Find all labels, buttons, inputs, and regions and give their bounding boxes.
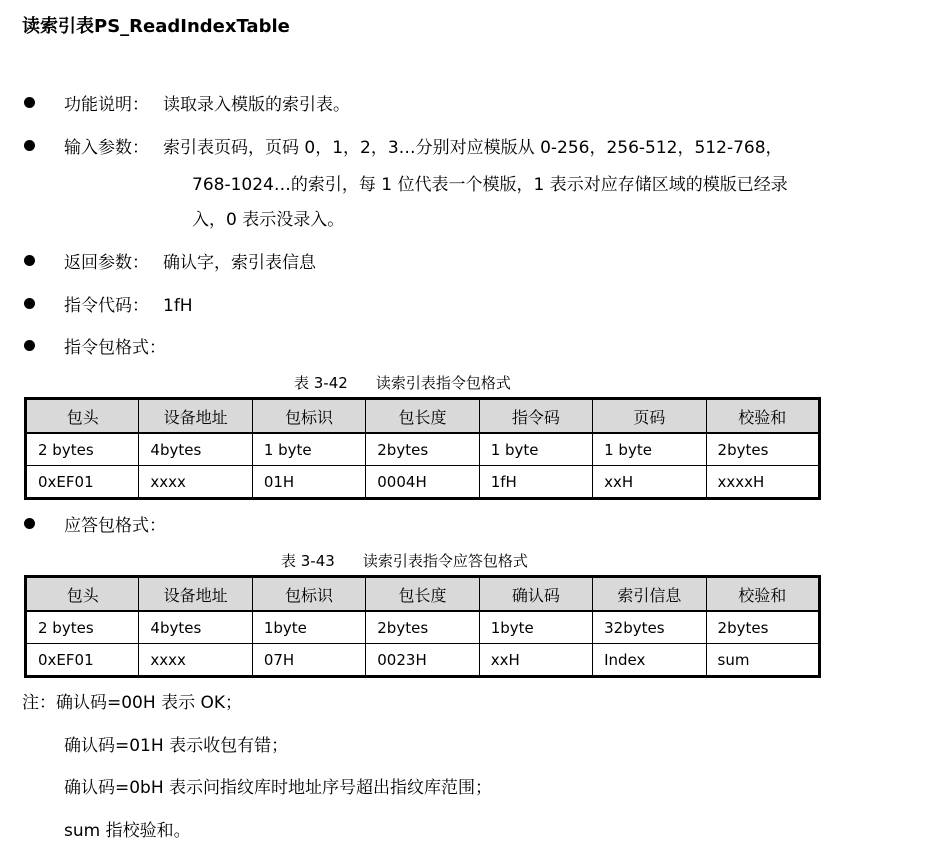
table2-caption-number: 表 3-43 xyxy=(281,552,335,570)
note-line4: sum 指校验和。 xyxy=(64,821,191,841)
table-cell: 0xEF01 xyxy=(26,466,139,499)
input-params-line1: 索引表页码，页码 0，1，2，3…分别对应模版从 0-256，256-512，512-768， xyxy=(163,138,783,158)
response-format-label: 应答包格式： xyxy=(64,516,166,536)
section-title: 读索引表PS_ReadIndexTable xyxy=(22,16,290,37)
table-cell: 1 byte xyxy=(252,433,365,466)
table-cell: 4bytes xyxy=(139,433,252,466)
table-cell: sum xyxy=(706,644,819,677)
function-text: 读取录入模版的索引表。 xyxy=(163,95,350,115)
bullet-icon xyxy=(24,518,35,529)
table-header-cell: 包标识 xyxy=(252,577,365,612)
table-cell: 32bytes xyxy=(593,611,706,644)
table-cell: 1fH xyxy=(479,466,592,499)
response-format-item xyxy=(24,511,166,536)
instruction-code-text: 1fH xyxy=(163,296,193,316)
table-cell: 1byte xyxy=(479,611,592,644)
table-cell: 2bytes xyxy=(706,611,819,644)
table-header-cell: 包长度 xyxy=(366,399,479,434)
note-prefix: 注： xyxy=(22,693,56,713)
table-header-cell: 包长度 xyxy=(366,577,479,612)
command-packet-table xyxy=(24,397,821,500)
table-header-cell: 包头 xyxy=(26,577,139,612)
table-cell: 2bytes xyxy=(366,611,479,644)
bullet-icon xyxy=(24,97,35,108)
table-cell: xxH xyxy=(593,466,706,499)
table-cell: 1 byte xyxy=(593,433,706,466)
bullet-icon xyxy=(24,140,35,151)
command-format-label: 指令包格式： xyxy=(64,338,166,358)
return-params-item xyxy=(24,248,316,273)
table-row xyxy=(26,433,820,466)
note-line1 xyxy=(22,688,242,713)
table-cell: 2 bytes xyxy=(26,611,139,644)
table-cell: 1 byte xyxy=(479,433,592,466)
table-header-cell: 页码 xyxy=(593,399,706,434)
command-format-item xyxy=(24,333,166,358)
table-header-cell: 包标识 xyxy=(252,399,365,434)
input-params-label: 输入参数： xyxy=(64,138,149,158)
table1-caption-title: 读索引表指令包格式 xyxy=(375,374,511,392)
return-params-text: 确认字，索引表信息 xyxy=(163,253,316,273)
table-header-row xyxy=(26,399,820,434)
input-params-item xyxy=(24,133,783,158)
return-params-label: 返回参数： xyxy=(64,253,149,273)
table-cell: 4bytes xyxy=(139,611,252,644)
function-label: 功能说明： xyxy=(64,95,149,115)
table-header-cell: 指令码 xyxy=(479,399,592,434)
table-cell: xxxx xyxy=(139,644,252,677)
table-header-cell: 设备地址 xyxy=(139,399,252,434)
table-cell: 1byte xyxy=(252,611,365,644)
table2-caption xyxy=(281,550,528,571)
table-cell: 0004H xyxy=(366,466,479,499)
instruction-code-label: 指令代码： xyxy=(64,296,149,316)
bullet-icon xyxy=(24,255,35,266)
bullet-icon xyxy=(24,340,35,351)
table-cell: xxxxH xyxy=(706,466,819,499)
table1-caption xyxy=(294,372,511,393)
table-cell: 07H xyxy=(252,644,365,677)
table-cell: 01H xyxy=(252,466,365,499)
bullet-icon xyxy=(24,298,35,309)
table-header-row xyxy=(26,577,820,612)
table1-caption-number: 表 3-42 xyxy=(294,374,348,392)
input-params-line2: 768-1024…的索引，每 1 位代表一个模版，1 表示对应存储区域的模版已经录 xyxy=(192,175,788,195)
table-header-cell: 设备地址 xyxy=(139,577,252,612)
table-cell: 2bytes xyxy=(366,433,479,466)
note-line3: 确认码=0bH 表示问指纹库时地址序号超出指纹库范围； xyxy=(64,778,493,798)
table-header-cell: 校验和 xyxy=(706,577,819,612)
note-text: 确认码=00H 表示 OK； xyxy=(56,693,242,713)
table-row xyxy=(26,644,820,677)
table-header-cell: 索引信息 xyxy=(593,577,706,612)
table-cell: 0xEF01 xyxy=(26,644,139,677)
table-row xyxy=(26,466,820,499)
table-cell: 2 bytes xyxy=(26,433,139,466)
table2-caption-title: 读索引表指令应答包格式 xyxy=(362,552,528,570)
table-row xyxy=(26,611,820,644)
table-cell: 0023H xyxy=(366,644,479,677)
input-params-line3: 入，0 表示没录入。 xyxy=(192,210,345,230)
table-header-cell: 确认码 xyxy=(479,577,592,612)
table-cell: xxH xyxy=(479,644,592,677)
response-packet-table xyxy=(24,575,821,678)
instruction-code-item xyxy=(24,291,193,316)
function-item xyxy=(24,90,350,115)
table-cell: xxxx xyxy=(139,466,252,499)
note-line2: 确认码=01H 表示收包有错； xyxy=(64,736,289,756)
table-cell: 2bytes xyxy=(706,433,819,466)
table-cell: Index xyxy=(593,644,706,677)
table-header-cell: 校验和 xyxy=(706,399,819,434)
table-header-cell: 包头 xyxy=(26,399,139,434)
